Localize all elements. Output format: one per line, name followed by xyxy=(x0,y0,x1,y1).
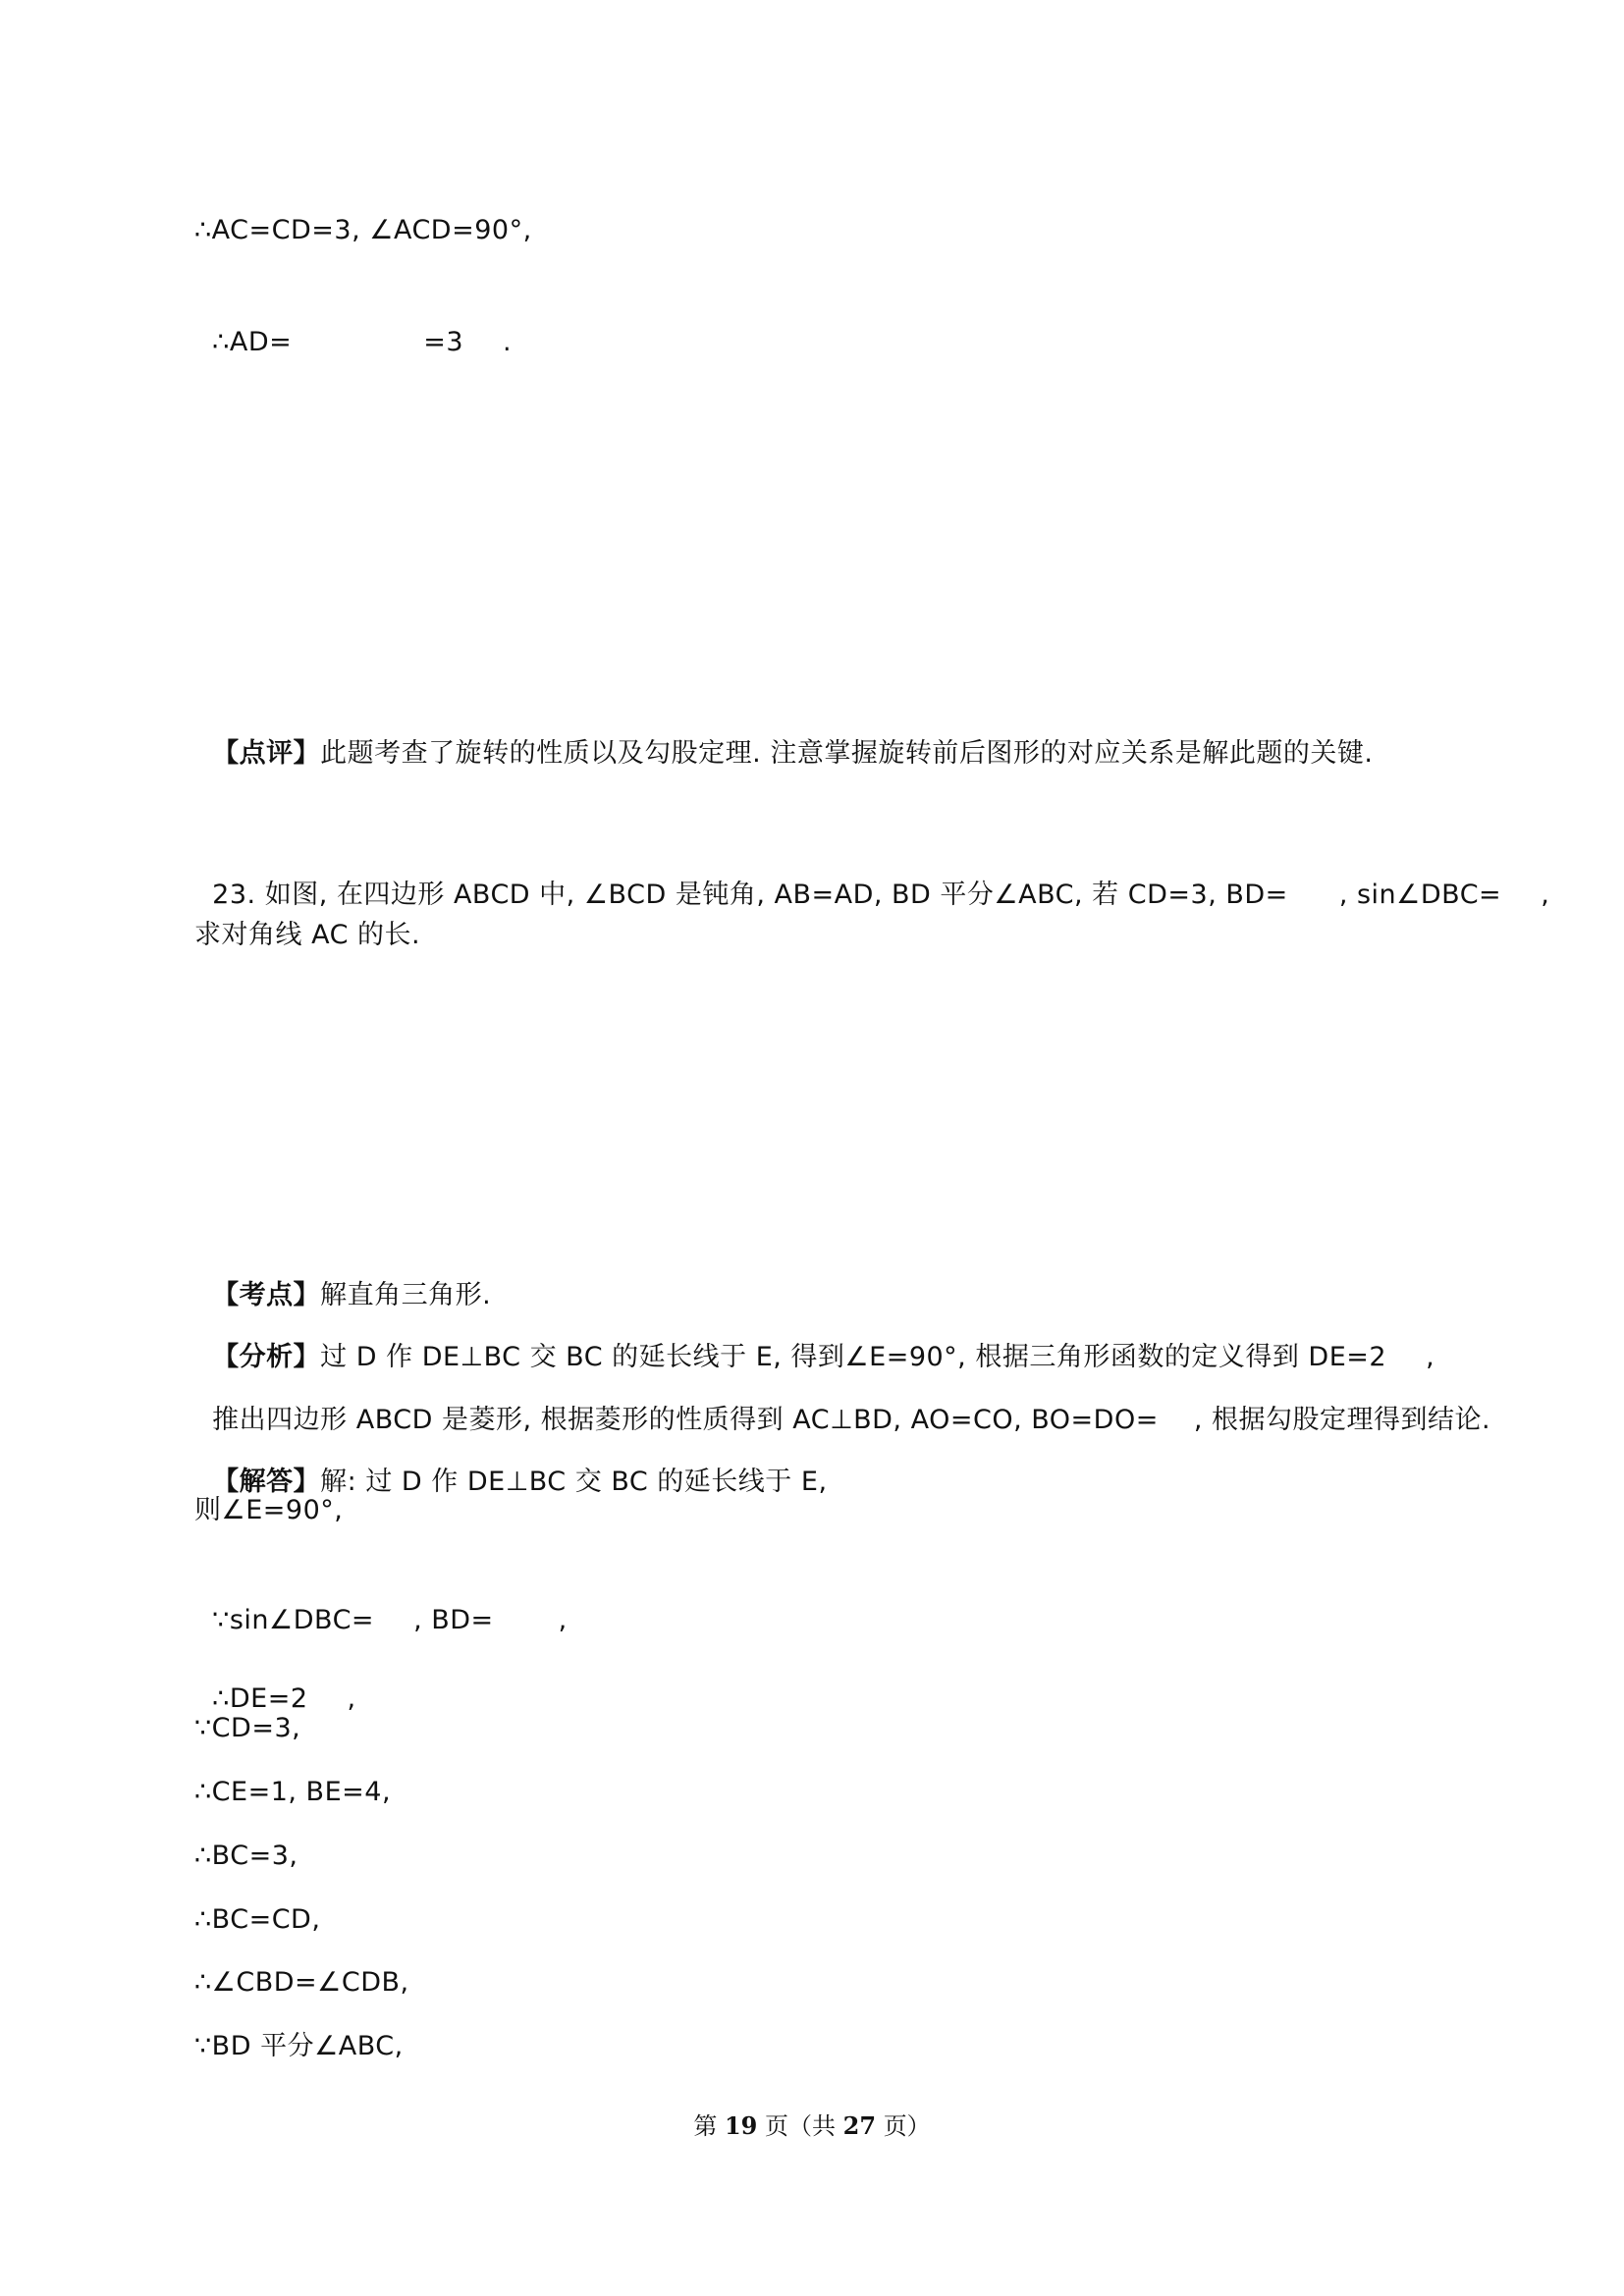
fenxi-text-b: , xyxy=(1426,1342,1435,1372)
step-bc: ∴BC=3, xyxy=(194,1841,298,1871)
step-sin-b: , BD= xyxy=(413,1605,494,1635)
step-de xyxy=(194,1646,356,1717)
kaodian-paragraph xyxy=(194,1243,491,1313)
step-cd: ∵CD=3, xyxy=(194,1713,301,1743)
comment-text: 此题考查了旋转的性质以及勾股定理. 注意掌握旋转前后图形的对应关系是解此题的关键. xyxy=(320,738,1374,769)
step-ad-result: =3 xyxy=(423,327,464,357)
footer-page-number: 19 xyxy=(724,2111,758,2140)
step-ac-cd: ∴AC=CD=3, ∠ACD=90°, xyxy=(194,215,532,245)
step-sin xyxy=(194,1568,568,1638)
fenxi-line-1 xyxy=(194,1305,1435,1375)
step-ad-end: . xyxy=(503,327,513,357)
question-23-line-2: 求对角线 AC 的长. xyxy=(194,920,421,950)
kaodian-tag: 【考点】 xyxy=(212,1280,321,1310)
step-sin-c: , xyxy=(558,1605,568,1635)
step-sin-a: ∵sin∠DBC= xyxy=(212,1605,375,1635)
question-23-text-a: 23. 如图, 在四边形 ABCD 中, ∠BCD 是钝角, AB=AD, BD 平分∠ABC, 若 CD=3, BD= xyxy=(212,880,1288,910)
page-footer xyxy=(0,2110,1624,2142)
fenxi-tag: 【分析】 xyxy=(212,1342,321,1372)
footer-total-pages: 27 xyxy=(842,2111,877,2140)
fenxi-line-2-b: , 根据勾股定理得到结论. xyxy=(1193,1405,1491,1435)
footer-mid: 页（共 xyxy=(765,2112,836,2140)
step-ad-start: ∴AD= xyxy=(212,327,293,357)
step-bisector: ∵BD 平分∠ABC, xyxy=(194,2031,404,2061)
footer-suffix: 页） xyxy=(883,2112,931,2140)
footer-prefix: 第 xyxy=(693,2112,718,2140)
kaodian-text: 解直角三角形. xyxy=(320,1280,492,1310)
fenxi-line-2-a: 推出四边形 ABCD 是菱形, 根据菱形的性质得到 AC⊥BD, AO=CO, BO=DO= xyxy=(212,1405,1159,1435)
comment-paragraph xyxy=(194,701,1373,772)
fenxi-line-2 xyxy=(194,1367,1490,1438)
step-de-b: , xyxy=(347,1683,356,1714)
step-ce-be: ∴CE=1, BE=4, xyxy=(194,1777,392,1807)
question-23-text-b: , sin∠DBC= xyxy=(1338,880,1502,910)
step-angle-e: 则∠E=90°, xyxy=(194,1495,344,1525)
jieda-text: 解: 过 D 作 DE⊥BC 交 BC 的延长线于 E, xyxy=(320,1467,828,1497)
question-23-text-c: , xyxy=(1541,880,1550,910)
step-bc-cd: ∴BC=CD, xyxy=(194,1904,321,1935)
step-de-a: ∴DE=2 xyxy=(212,1683,308,1714)
step-angles: ∴∠CBD=∠CDB, xyxy=(194,1967,409,1998)
comment-tag: 【点评】 xyxy=(212,738,321,769)
fenxi-text-a: 过 D 作 DE⊥BC 交 BC 的延长线于 E, 得到∠E=90°, 根据三角形函数的定义得到 DE=2 xyxy=(320,1342,1387,1372)
jieda-paragraph xyxy=(194,1429,828,1500)
question-23-line-1 xyxy=(194,842,1549,913)
jieda-tag: 【解答】 xyxy=(212,1467,321,1497)
step-ad xyxy=(194,290,512,360)
